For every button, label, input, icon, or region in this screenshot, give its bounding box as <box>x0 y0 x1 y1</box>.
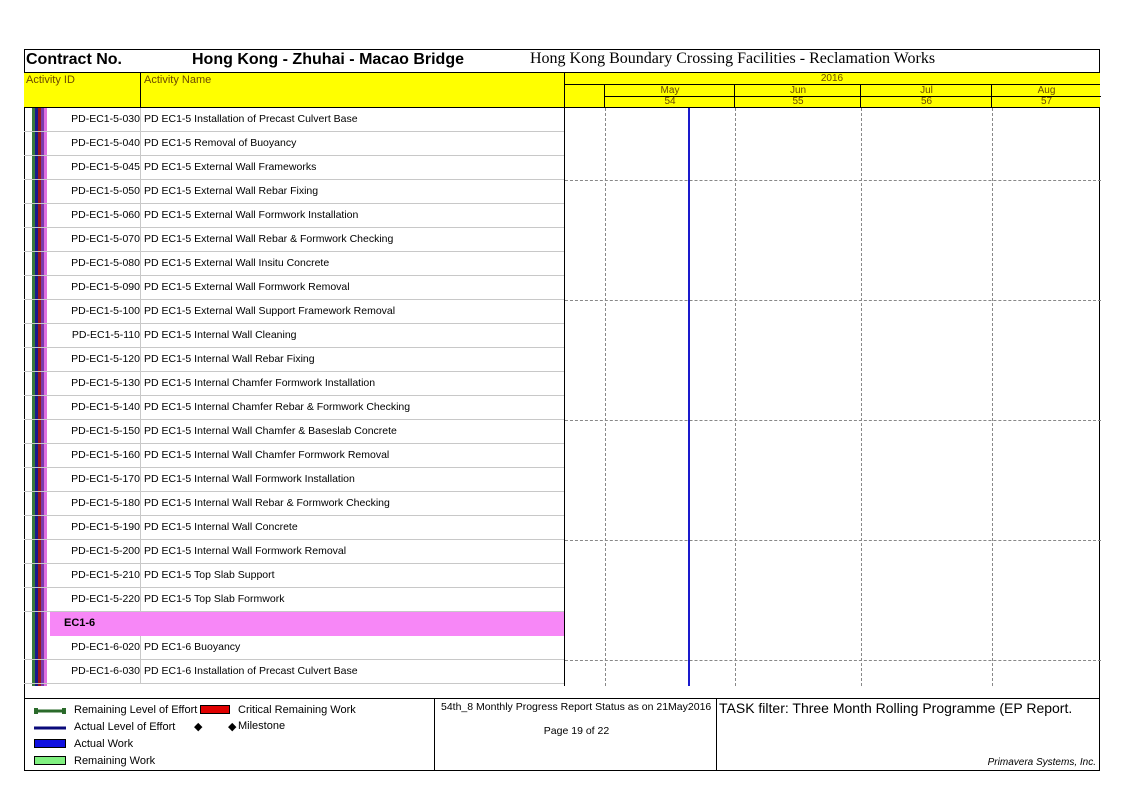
table-row[interactable] <box>24 396 564 420</box>
table-row[interactable] <box>24 324 564 348</box>
table-row[interactable] <box>24 276 564 300</box>
activity-name: PD EC1-5 Installation of Precast Culvert Base <box>144 113 358 125</box>
week-54: 54 <box>604 96 735 108</box>
footer-filter-box <box>717 699 1100 771</box>
activity-id-header: Activity ID <box>26 74 75 86</box>
column-divider <box>140 300 141 324</box>
column-divider <box>140 228 141 252</box>
activity-name: PD EC1-5 External Wall Formwork Removal <box>144 281 350 293</box>
activity-name: PD EC1-5 Internal Chamfer Rebar & Formwork Checking <box>144 401 411 413</box>
column-divider <box>140 252 141 276</box>
grid-line <box>861 108 862 686</box>
column-divider <box>140 468 141 492</box>
activity-id: PD-EC1-5-190 <box>71 521 140 533</box>
column-divider <box>140 588 141 612</box>
data-date-line <box>688 108 690 686</box>
gantt-area <box>564 108 1100 686</box>
activity-id: PD-EC1-5-180 <box>71 497 140 509</box>
header-divider <box>140 73 141 107</box>
activity-name: PD EC1-5 External Wall Support Framework Removal <box>144 305 396 317</box>
month-jul: Jul <box>860 85 992 96</box>
column-divider <box>140 204 141 228</box>
column-divider <box>140 180 141 204</box>
activity-id: PD-EC1-5-110 <box>71 329 140 341</box>
legend-label: Critical Remaining Work <box>238 704 356 716</box>
legend-label: Remaining Level of Effort <box>74 704 198 716</box>
activity-name: PD EC1-5 Top Slab Support <box>144 569 275 581</box>
column-divider <box>140 444 141 468</box>
page-number: Page 19 of 22 <box>543 725 610 737</box>
week-55: 55 <box>734 96 861 108</box>
activity-name: PD EC1-5 Internal Chamfer Formwork Installation <box>144 377 376 389</box>
column-divider <box>140 396 141 420</box>
grid-line <box>565 540 1101 541</box>
column-divider <box>140 372 141 396</box>
column-divider <box>140 348 141 372</box>
table-row[interactable] <box>24 300 564 324</box>
activity-name: PD EC1-5 External Wall Insitu Concrete <box>144 257 330 269</box>
remaining-loe-symbol <box>34 707 66 715</box>
critical-remaining-symbol <box>200 705 230 714</box>
column-divider <box>140 660 141 684</box>
grid-line <box>565 420 1101 421</box>
column-divider <box>140 564 141 588</box>
wbs-group-label: EC1-6 <box>64 617 96 629</box>
activity-name: PD EC1-5 Internal Wall Chamfer Formwork Removal <box>144 449 390 461</box>
actual-loe-symbol <box>34 724 66 732</box>
activity-id: PD-EC1-5-160 <box>71 449 140 461</box>
activity-name: PD EC1-6 Buoyancy <box>144 641 241 653</box>
month-may: May <box>604 85 735 96</box>
column-divider <box>140 492 141 516</box>
month-aug: Aug <box>991 85 1101 96</box>
report-status: 54th_8 Monthly Progress Report Status as on 21May2016 <box>441 701 712 713</box>
activity-name: PD EC1-5 Internal Wall Formwork Installation <box>144 473 355 485</box>
table-row[interactable] <box>24 660 564 684</box>
column-divider <box>140 108 141 132</box>
footer-status-box <box>434 699 717 771</box>
table-row[interactable] <box>24 156 564 180</box>
table-row[interactable] <box>24 132 564 156</box>
table-row[interactable] <box>24 180 564 204</box>
project-subtitle: Hong Kong Boundary Crossing Facilities - Reclamation Works <box>530 50 936 67</box>
table-row[interactable] <box>24 252 564 276</box>
table-row[interactable] <box>24 492 564 516</box>
activity-name: PD EC1-5 Internal Wall Cleaning <box>144 329 297 341</box>
column-divider <box>140 324 141 348</box>
table-row[interactable] <box>24 636 564 660</box>
year-band: 2016 <box>564 73 1100 85</box>
week-56: 56 <box>860 96 992 108</box>
activity-name: PD EC1-5 Top Slab Formwork <box>144 593 285 605</box>
column-header <box>24 72 1100 108</box>
legend-label: Remaining Work <box>74 755 156 767</box>
activity-name: PD EC1-5 External Wall Formwork Installation <box>144 209 359 221</box>
grid-line <box>565 180 1101 181</box>
task-filter: TASK filter: Three Month Rolling Programme (EP Report. <box>719 700 1073 716</box>
legend-label: Actual Level of Effort <box>74 721 176 733</box>
remaining-work-symbol <box>34 756 66 765</box>
table-row[interactable] <box>24 564 564 588</box>
activity-id: PD-EC1-5-120 <box>71 353 140 365</box>
milestone-diamond-icon: ◆ <box>194 721 203 733</box>
wbs-group-row[interactable] <box>50 612 564 636</box>
activity-name: PD EC1-5 Internal Wall Formwork Removal <box>144 545 347 557</box>
column-divider <box>140 132 141 156</box>
legend-label: Milestone <box>238 720 286 732</box>
table-row[interactable] <box>24 444 564 468</box>
milestone-diamond-icon: ◆ <box>228 721 237 733</box>
table-row[interactable] <box>24 204 564 228</box>
activity-id: PD-EC1-5-170 <box>71 473 140 485</box>
table-row[interactable] <box>24 372 564 396</box>
grid-line <box>565 300 1101 301</box>
column-divider <box>140 156 141 180</box>
table-row[interactable] <box>24 468 564 492</box>
title-row <box>24 49 1100 71</box>
activity-name: PD EC1-5 Removal of Buoyancy <box>144 137 297 149</box>
grid-line <box>565 660 1101 661</box>
activity-id: PD-EC1-5-200 <box>71 545 140 557</box>
column-divider <box>140 276 141 300</box>
activity-name-header: Activity Name <box>144 74 212 86</box>
activity-id: PD-EC1-6-030 <box>71 665 140 677</box>
activity-name: PD EC1-5 Internal Wall Chamfer & Baseslab Concrete <box>144 425 397 437</box>
table-row[interactable] <box>24 516 564 540</box>
project-title: Hong Kong - Zhuhai - Macao Bridge <box>192 51 464 68</box>
table-row[interactable] <box>24 348 564 372</box>
week-57: 57 <box>991 96 1101 108</box>
grid-line <box>992 108 993 686</box>
activity-id: PD-EC1-5-060 <box>71 209 140 221</box>
grid-line <box>735 108 736 686</box>
activity-id: PD-EC1-5-220 <box>71 593 140 605</box>
activity-id: PD-EC1-6-020 <box>71 641 140 653</box>
activity-name: PD EC1-5 Internal Wall Concrete <box>144 521 298 533</box>
activity-name: PD EC1-5 External Wall Frameworks <box>144 161 317 173</box>
activity-id: PD-EC1-5-080 <box>71 257 140 269</box>
activity-id: PD-EC1-5-210 <box>71 569 140 581</box>
table-row[interactable] <box>24 540 564 564</box>
activity-id: PD-EC1-5-070 <box>71 233 140 245</box>
actual-work-symbol <box>34 739 66 748</box>
activity-id: PD-EC1-5-140 <box>71 401 140 413</box>
activity-name: PD EC1-5 External Wall Rebar & Formwork Checking <box>144 233 394 245</box>
activity-id: PD-EC1-5-040 <box>71 137 140 149</box>
activity-id: PD-EC1-5-100 <box>71 305 140 317</box>
activity-id: PD-EC1-5-030 <box>71 113 140 125</box>
activity-name: PD EC1-6 Installation of Precast Culvert Base <box>144 665 358 677</box>
contract-label: Contract No. <box>26 51 122 68</box>
grid-line <box>605 108 606 686</box>
column-divider <box>140 516 141 540</box>
activity-id: PD-EC1-5-045 <box>71 161 140 173</box>
activity-id: PD-EC1-5-050 <box>71 185 140 197</box>
activity-id: PD-EC1-5-130 <box>71 377 140 389</box>
activity-id: PD-EC1-5-090 <box>71 281 140 293</box>
activity-name: PD EC1-5 Internal Wall Rebar & Formwork Checking <box>144 497 390 509</box>
activity-name: PD EC1-5 External Wall Rebar Fixing <box>144 185 319 197</box>
table-row[interactable] <box>24 228 564 252</box>
table-row[interactable] <box>24 420 564 444</box>
column-divider <box>140 540 141 564</box>
column-divider <box>140 636 141 660</box>
vendor-credit: Primavera Systems, Inc. <box>987 757 1096 768</box>
legend-footer <box>24 698 1100 771</box>
table-row[interactable] <box>24 588 564 612</box>
column-divider <box>140 420 141 444</box>
activity-id: PD-EC1-5-150 <box>71 425 140 437</box>
activity-name: PD EC1-5 Internal Wall Rebar Fixing <box>144 353 315 365</box>
table-row[interactable] <box>24 108 564 132</box>
month-jun: Jun <box>734 85 861 96</box>
legend-label: Actual Work <box>74 738 134 750</box>
